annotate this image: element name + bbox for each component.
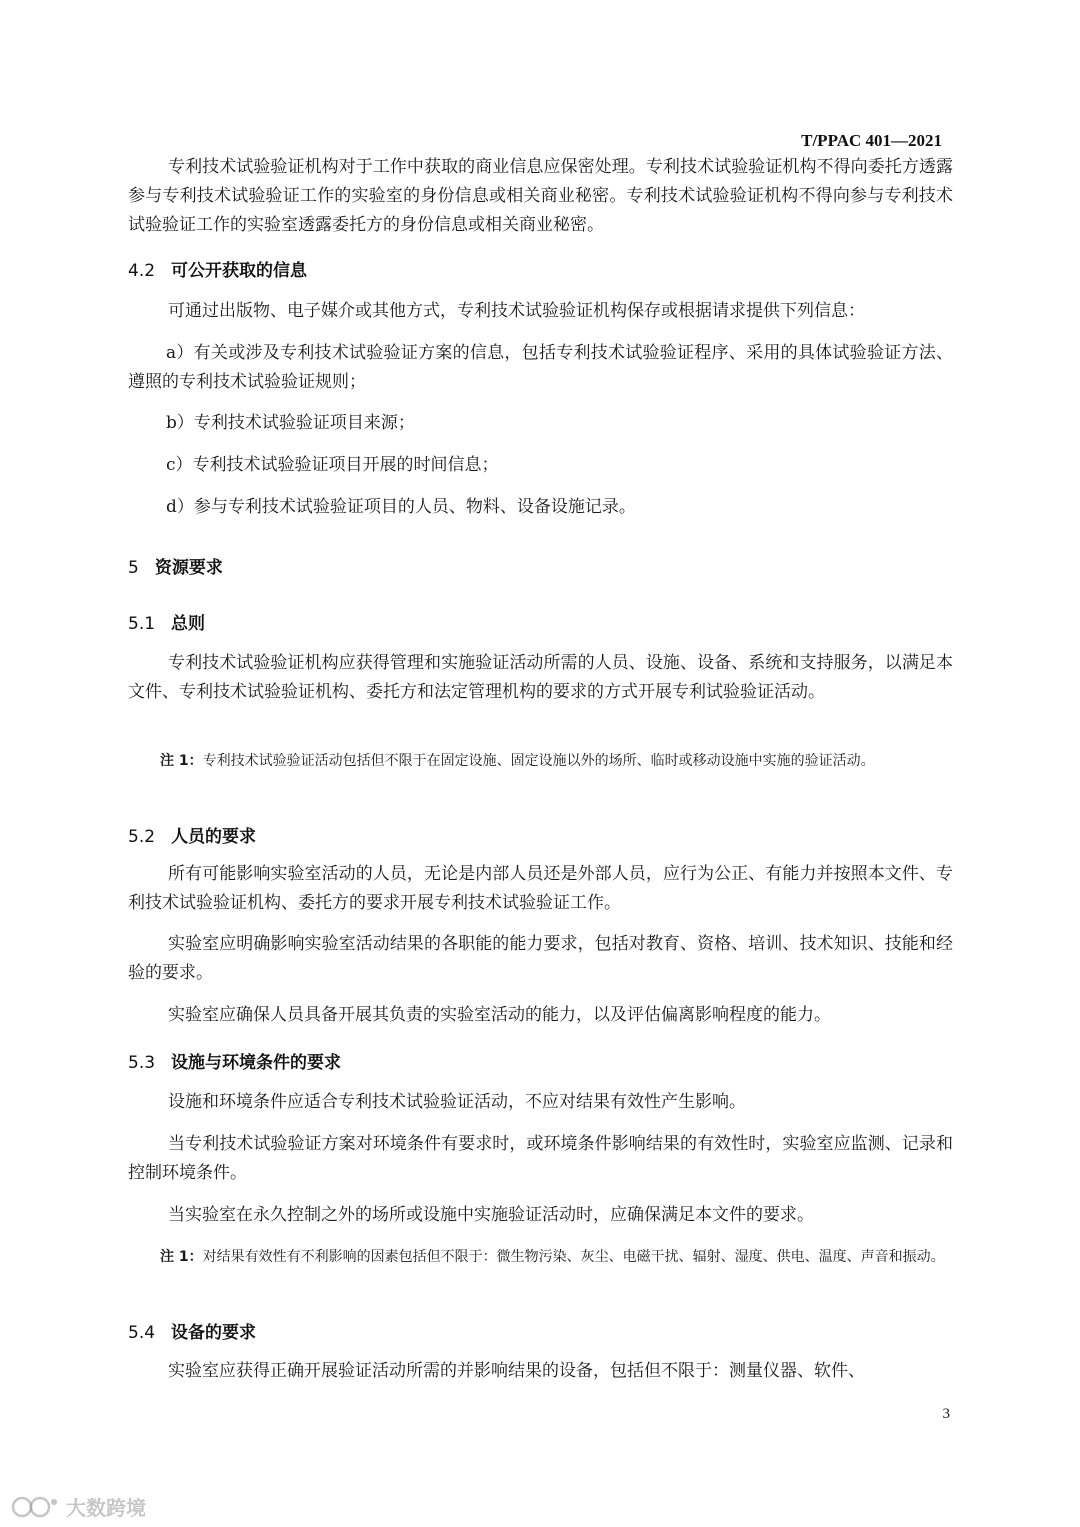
section-5-1-text: 专利技术试验验证机构应获得管理和实施验证活动所需的人员、设施、设备、系统和支持服务，以满足本文件、专利技术试验验证机构、委托方和法定管理机构的要求的方式开展专利试验验证活动。 [128,653,953,702]
section-title: 设备的要求 [171,1323,257,1343]
section-number: 4.2 [128,261,156,281]
document-code: T/PPAC 401—2021 [801,131,942,150]
section-title: 人员的要求 [171,827,257,847]
list-item-d: d）参与专利技术试验验证项目的人员、物料、设备设施记录。 [166,497,636,517]
section-5-3-heading [128,1048,341,1073]
note-label: 注 1： [160,753,203,769]
section-5-3-note [128,1244,953,1270]
section-number: 5.4 [128,1323,156,1343]
watermark [10,1492,146,1521]
section-number: 5.1 [128,614,156,634]
section-5-2-para-3: 实验室应确保人员具备开展其负责的实验室活动的能力，以及评估偏离影响程度的能力。 [168,1005,831,1025]
section-5-3-para-3: 当实验室在永久控制之外的场所或设施中实施验证活动时，应确保满足本文件的要求。 [168,1205,814,1225]
section-5-2-para-1: 所有可能影响实验室活动的人员，无论是内部人员还是外部人员，应行为公正、有能力并按照本文件、专利技术试验验证机构、委托方的要求开展专利技术试验验证工作。 [128,864,953,913]
section-title: 总则 [171,614,206,634]
section-4-2-lead: 可通过出版物、电子媒介或其他方式，专利技术试验验证机构保存或根据请求提供下列信息： [168,301,865,321]
section-title: 可公开获取的信息 [171,261,308,281]
section-5-3-para-1: 设施和环境条件应适合专利技术试验验证活动，不应对结果有效性产生影响。 [168,1092,746,1112]
section-5-2-para-2: 实验室应明确影响实验室活动结果的各职能的能力要求，包括对教育、资格、培训、技术知识、技能和经验的要求。 [128,934,953,983]
section-5-2-heading [128,822,256,847]
section-5-4-para-1: 实验室应获得正确开展验证活动所需的并影响结果的设备，包括但不限于：测量仪器、软件、 [168,1361,865,1381]
list-item-c: c）专利技术试验验证项目开展的时间信息； [166,455,499,475]
note-text: 专利技术试验验证活动包括但不限于在固定设施、固定设施以外的场所、临时或移动设施中实施的验证活动。 [202,753,875,769]
watermark-text: 大数跨境 [66,1496,146,1520]
section-number: 5.3 [128,1053,156,1073]
section-5-4-heading [128,1318,256,1343]
section-5-1-note [128,748,953,774]
section-5-1-heading [128,609,205,634]
note-text: 对结果有效性有不利影响的因素包括但不限于：微生物污染、灰尘、电磁干扰、辐射、湿度、供电、温度、声音和振动。 [202,1249,945,1265]
section-5-3-para-2: 当专利技术试验验证方案对环境条件有要求时，或环境条件影响结果的有效性时，实验室应监测、记录和控制环境条件。 [128,1134,953,1183]
section-number: 5.2 [128,827,156,847]
intro-paragraph: 专利技术试验验证机构对于工作中获取的商业信息应保密处理。专利技术试验验证机构不得向委托方透露参与专利技术试验验证工作的实验室的身份信息或相关商业秘密。专利技术试验验证机构不得向参与专利技术试验验证工作的实验室透露委托方的身份信息或相关商业秘密。 [128,157,953,235]
list-item-a: a）有关或涉及专利技术试验验证方案的信息，包括专利技术试验验证程序、采用的具体试验验证方法、遵照的专利技术试验验证规则； [128,343,953,392]
note-label: 注 1： [160,1249,203,1265]
section-title: 资源要求 [154,558,223,578]
page-number: 3 [942,1406,950,1422]
section-5-heading [128,553,223,578]
list-item-b: b）专利技术试验验证项目来源； [166,413,415,433]
section-title: 设施与环境条件的要求 [171,1053,342,1073]
watermark-logo-icon [10,1494,60,1520]
section-4-2-heading [128,256,307,281]
section-number: 5 [128,558,139,578]
